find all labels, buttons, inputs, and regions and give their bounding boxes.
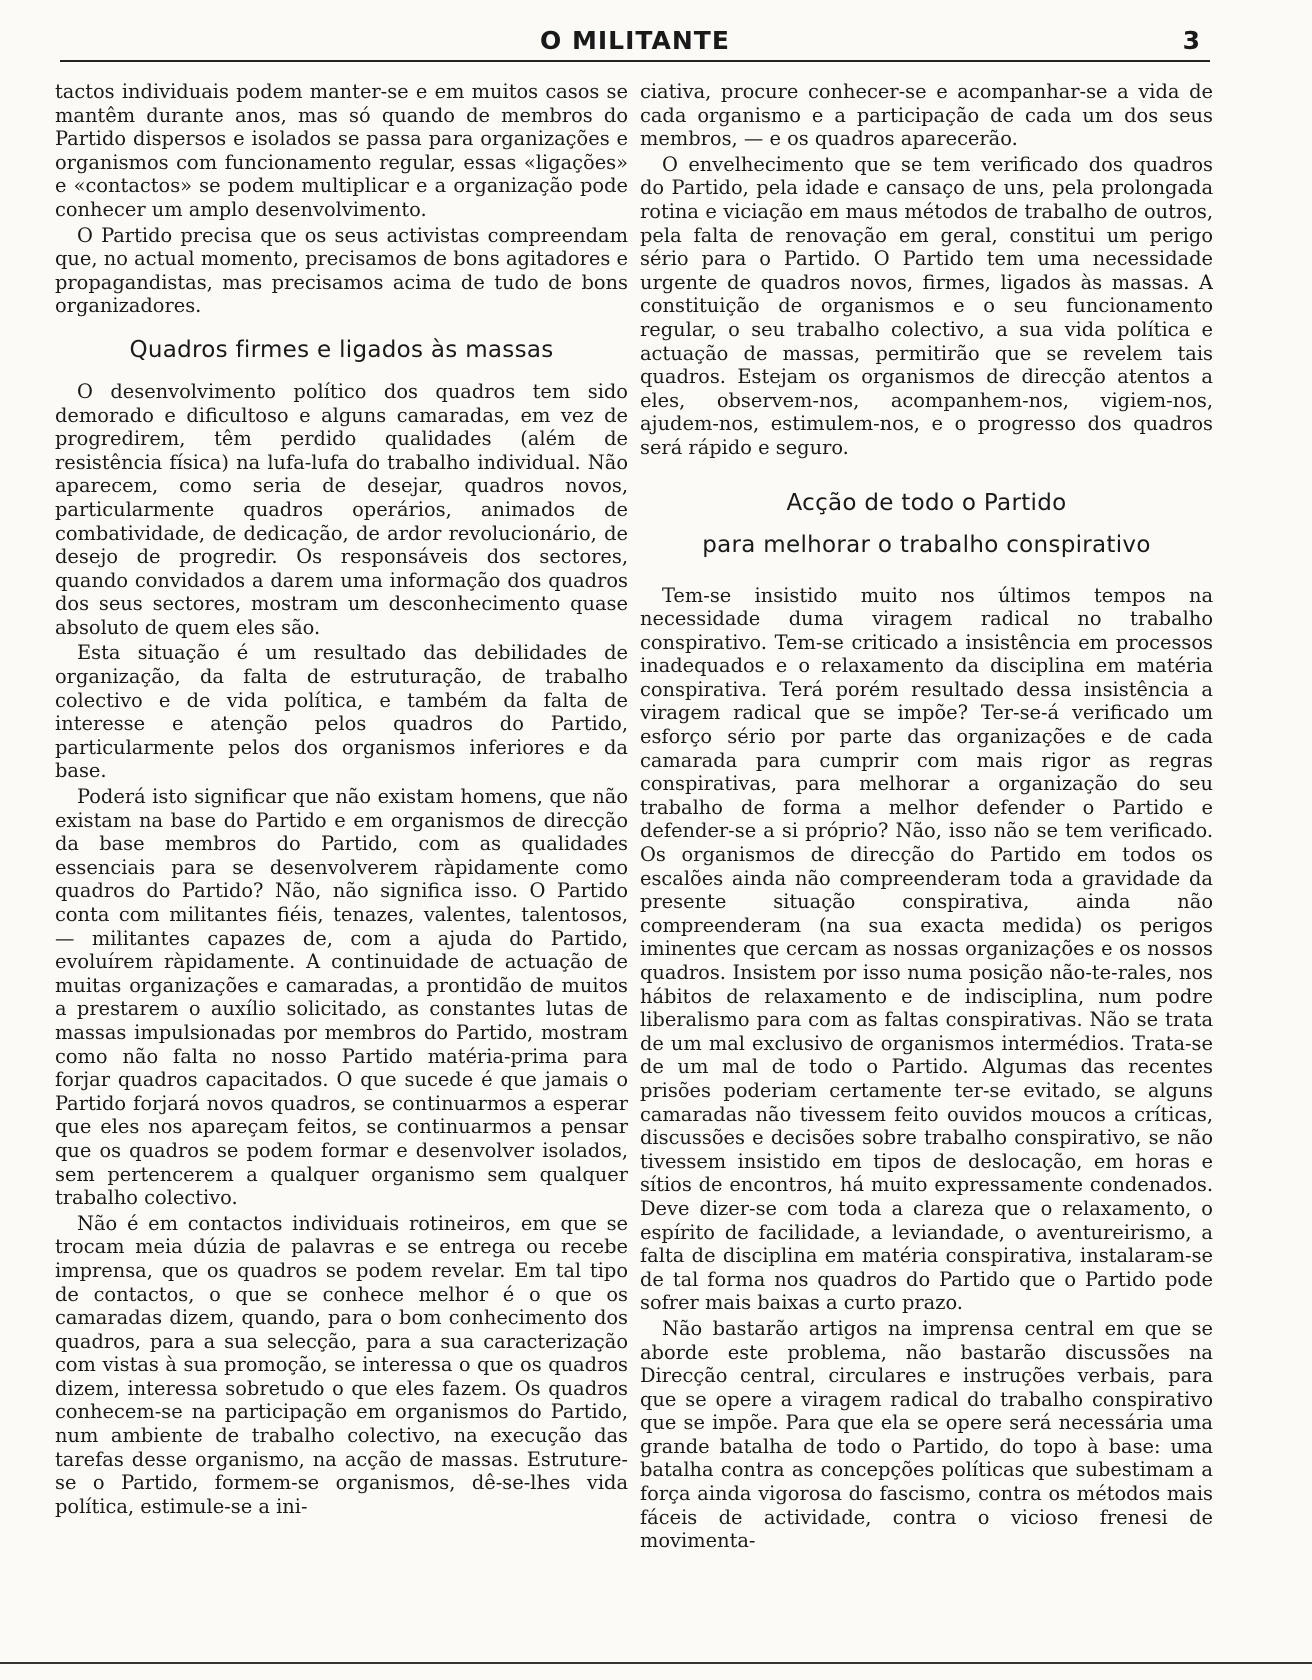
right-column bbox=[640, 80, 1213, 1640]
publication-title: O MILITANTE bbox=[540, 26, 730, 55]
paragraph: Tem-se insistido muito nos últimos tempos na necessidade duma viragem radical no trabalho conspirativo. Tem-se criticado a insistência em processos inadequados e o relaxamento da disciplina em matéria conspirativa. Terá porém resultado dessa insistência a viragem radical que se impõe? Ter-se-á verificado um esforço sério por parte das organizações e de cada camarada para cumprir com mais rigor as regras conspirativas, para melhorar a organização do seu trabalho de forma a melhor defender o Partido e defender-se a si próprio? Não, isso não se tem verificado. Os organismos de direcção do Partido em todos os escalões ainda não compreenderam toda a gravidade da presente situação conspirativa, ainda não compreenderam (na sua exacta medida) os perigos iminentes que cercam as nossas organizações e os nossos quadros. Insistem por isso numa posição não-te-rales, nos hábitos de relaxamento e de indisciplina, num podre liberalismo para com as faltas conspirativas. Não se trata de um mal exclusivo de organismos intermédios. Trata-se de um mal de todo o Partido. Algumas das recentes prisões poderiam certamente ter-se evitado, se alguns camaradas não tivessem feito ouvidos moucos a críticas, discussões e decisões sobre trabalho conspirativo, se não tivessem insistido em tipos de deslocação, em horas e sítios de encontros, há muito expressamente condenados. Deve dizer-se com toda a clareza que o relaxamento, o espírito de facilidade, a leviandade, o aventureirismo, a falta de disciplina em matéria conspirativa, instalaram-se de tal forma nos quadros do Partido que o Partido pode sofrer mais baixas a curto prazo. bbox=[640, 583, 1213, 1315]
paragraph: O envelhecimento que se tem verificado dos quadros do Partido, pela idade e cansaço de uns, pela prolongada rotina e viciação em maus métodos de trabalho de outros, pela falta de renovação em geral, constitui um perigo sério para o Partido. O Partido tem uma necessidade urgente de quadros novos, firmes, ligados às massas. A constituição de organismos e o seu funcionamento regular, o seu trabalho colectivo, a sua vida política e actuação de massas, permitirão que se revelem tais quadros. Estejam os organismos de direcção atentos a eles, observem-nos, acompanhem-nos, vigiem-nos, ajudem-nos, estimulem-nos, e o progresso dos quadros será rápido e seguro. bbox=[640, 152, 1213, 459]
section-heading: Quadros firmes e ligados às massas bbox=[129, 336, 554, 363]
paragraph: O Partido precisa que os seus activistas compreendam que, no actual momento, precisamos de bons agitadores e propagandistas, mas precisamos acima de tudo de bons organizadores. bbox=[55, 223, 628, 318]
footer-divider bbox=[0, 1662, 1312, 1664]
header-divider bbox=[60, 60, 1210, 62]
paragraph: Poderá isto significar que não existam homens, que não existam na base do Partido e em organismos de direcção da base membros do Partido, com as qualidades essenciais para se desenvolverem ràpidamente como quadros do Partido? Não, não significa isso. O Partido conta com militantes fiéis, tenazes, valentes, talentosos, — militantes capazes de, com a ajuda do Partido, evoluírem ràpidamente. A continuidade de actuação de muitas organizações e camaradas, a prontidão de muitos a prestarem o auxílio solicitado, as constantes lutas de massas impulsionadas por membros do Partido, mostram como não falta no nosso Partido matéria-prima para forjar quadros capacitados. O que sucede é que jamais o Partido forjará novos quadros, se continuarmos a esperar que eles nos apareçam feitos, se continuarmos a pensar que os quadros se podem formar e desenvolver isolados, sem pertencerem a qualquer organismo sem qualquer trabalho colectivo. bbox=[55, 785, 628, 1210]
paragraph: Não bastarão artigos na imprensa central em que se aborde este problema, não bastarão discussões na Direcção central, circulares e instruções verbais, para que se opere a viragem radical do trabalho conspirativo que se impõe. Para que ela se opere será necessária uma grande batalha de todo o Partido, do topo à base: uma batalha contra as concepções políticas que subestimam a força ainda vigorosa do fascismo, contra os métodos mais fáceis de actividade, contra o vicioso frenesi de movimenta- bbox=[640, 1316, 1213, 1553]
paragraph: Esta situação é um resultado das debilidades de organização, da falta de estruturação, de trabalho colectivo e de vida política, e também da falta de interesse e atenção pelos quadros do Partido, particularmente pelos dos organismos inferiores e da base. bbox=[55, 641, 628, 783]
page-number: 3 bbox=[1182, 26, 1200, 55]
paragraph: ciativa, procure conhecer-se e acompanhar-se a vida de cada organismo e a participação de cada um dos seus membros, — e os quadros aparecerão. bbox=[640, 80, 1213, 151]
paragraph: O desenvolvimento político dos quadros tem sido demorado e dificultoso e alguns camaradas, em vez de progredirem, têm perdido qualidades (além de resistência física) na lufa-lufa do trabalho individual. Não aparecem, como seria de desejar, quadros novos, particularmente quadros operários, animados de combatividade, de dedicação, de ardor revolucionário, de desejo de progredir. Os responsáveis dos sectores, quando convidados a darem uma informação dos quadros dos seus sectores, mostram um desconhecimento quase absoluto de quem eles são. bbox=[55, 379, 628, 639]
paragraph: Não é em contactos individuais rotineiros, em que se trocam meia dúzia de palavras e se entrega ou recebe imprensa, que os quadros se podem revelar. Em tal tipo de contactos, o que se conhece melhor é o que os camaradas dizem, quando, para o bom conhecimento dos quadros, para a sua selecção, para a sua caracterização com vistas à sua promoção, se interessa o que os quadros dizem, interessa sobretudo o que eles fazem. Os quadros conhecem-se na participação em organismos do Partido, num ambiente de trabalho colectivo, na execução das tarefas desse organismo, na acção de massas. Estruture-se o Partido, formem-se organismos, dê-se-lhes vida política, estimule-se a ini- bbox=[55, 1211, 628, 1518]
paragraph: tactos individuais podem manter-se e em muitos casos se mantêm durante anos, mas só quando de membros do Partido dispersos e isolados se passa para organizações e organismos com funcionamento regular, essas «ligações» e «contactos» se podem multiplicar e a organização pode conhecer um amplo desenvolvimento. bbox=[55, 80, 628, 221]
left-column bbox=[55, 80, 628, 1640]
section-heading bbox=[640, 482, 1213, 566]
section-heading-line: Acção de todo o Partido bbox=[786, 489, 1067, 516]
page-header bbox=[60, 22, 1210, 58]
section-heading-line: para melhorar o trabalho conspirativo bbox=[702, 531, 1151, 558]
